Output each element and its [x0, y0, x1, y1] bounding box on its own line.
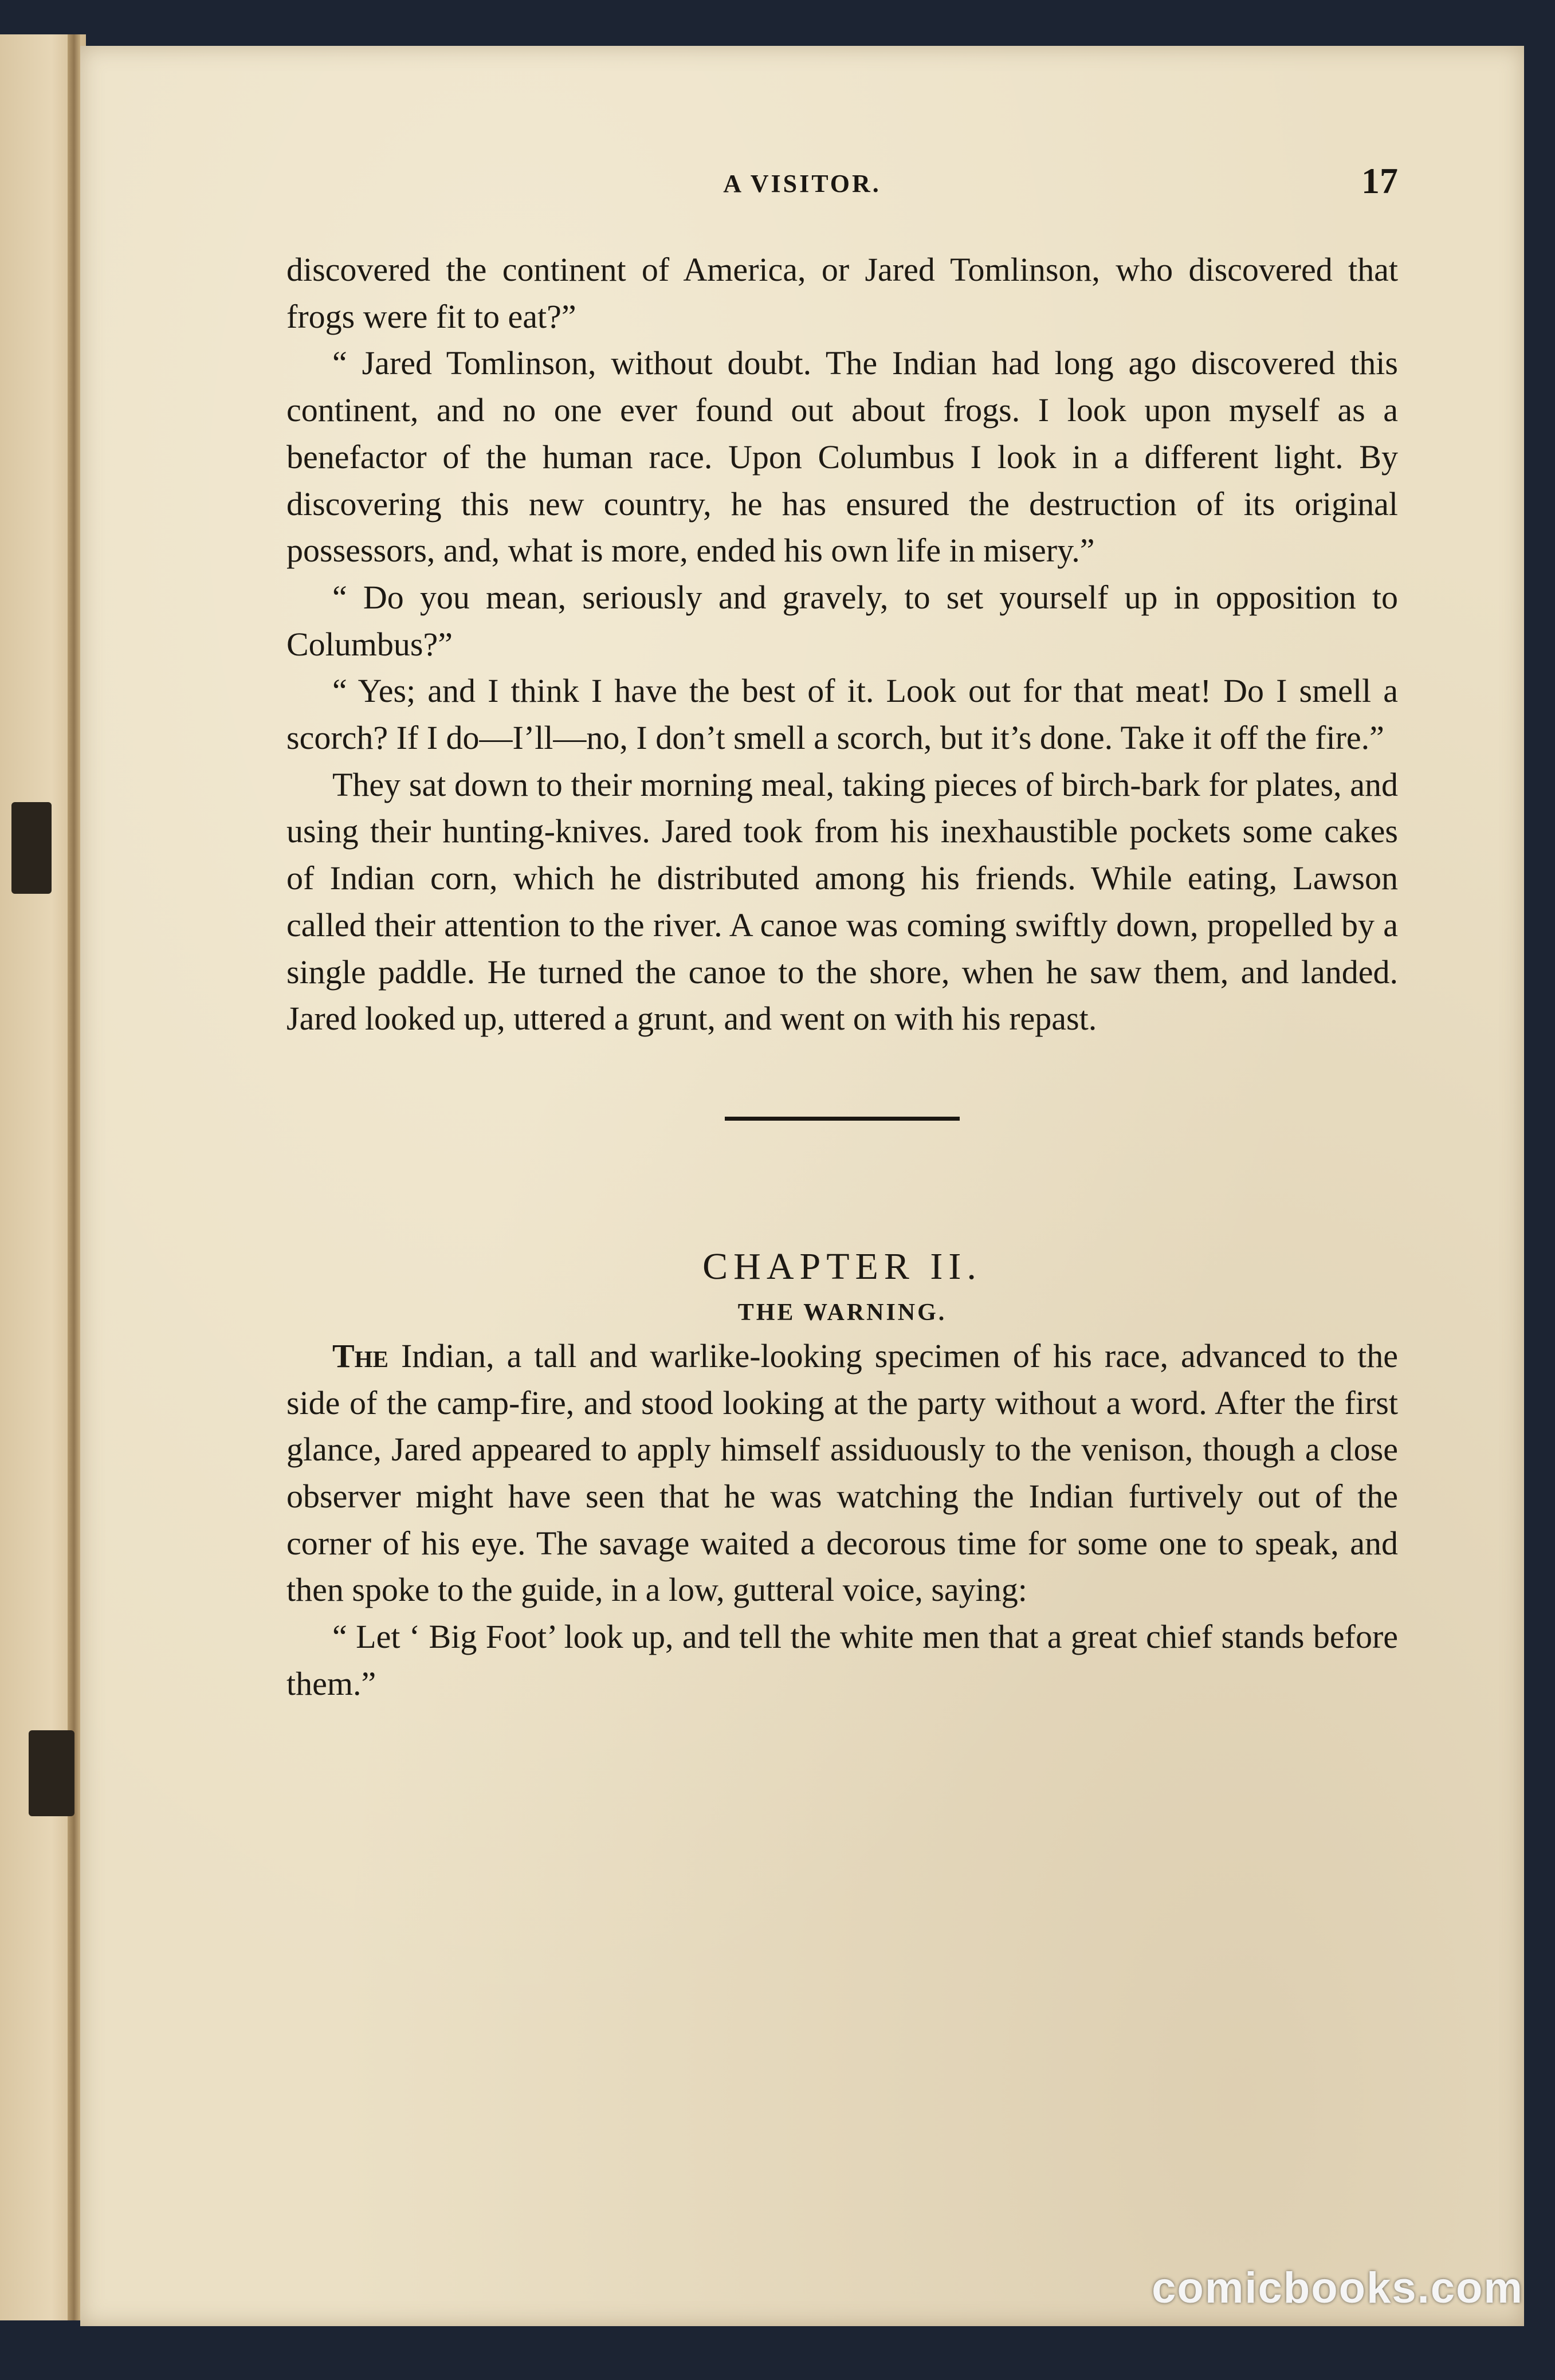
paragraph: “ Jared Tomlinson, without doubt. The Indian had long ago discovered this continent, and no one ever found out about frogs. I look upon myself as a benefactor of the human race. Upon Columbus I look in a different light. By discovering this new country, he has ensured the destruction of its original possessors, and, what is more, ended his own life in misery.”: [286, 344, 1398, 570]
binding-tab-mark: [11, 802, 52, 894]
chapter-title: CHAPTER II.: [702, 1245, 982, 1287]
section-divider: [725, 1117, 960, 1121]
opening-word: The: [332, 1337, 388, 1374]
paragraph: discovered the continent of America, or Jared Tomlinson, who discovered that frogs were fit to eat?”: [286, 251, 1398, 335]
page-number: 17: [1361, 160, 1398, 201]
binding-tab-mark: [29, 1730, 74, 1816]
paragraph: “ Let ‘ Big Foot’ look up, and tell the white men that a great chief stands before them.”: [286, 1618, 1398, 1702]
paragraph: “ Do you mean, seriously and gravely, to set yourself up in opposition to Columbus?”: [286, 578, 1398, 663]
opening-text: Indian, a tall and warlike-looking specimen of his race, advanced to the side of the camp-fire, and stood looking at the party without a word. After the first glance, Jared appeared to apply himself assiduously to the venison, though a close observer might have seen that he was watching the Indian furtively out of the corner of his eye. The savage waited a decorous time for some one to speak, and then spoke to the guide, in a low, gutteral voice, saying:: [286, 1337, 1398, 1609]
chapter-opening-paragraph: [286, 1333, 1398, 1613]
chapter-subtitle: THE WARNING.: [737, 1299, 947, 1326]
paragraph: They sat down to their morning meal, taking pieces of birch-bark for plates, and using their hunting-knives. Jared took from his inexhaustible pockets some cakes of Indian corn, which he distributed among his friends. While eating, Lawson called their attention to the river. A canoe was coming swiftly down, propelled by a single paddle. He turned the canoe to the shore, when he saw them, and landed. Jared looked up, uttered a grunt, and went on with his repast.: [286, 765, 1398, 1038]
paragraph: “ Yes; and I think I have the best of it. Look out for that meat! Do I smell a scorch? If I do—I’ll—no, I don’t smell a scorch, but it’s done. Take it off the fire.”: [286, 672, 1398, 757]
running-title: A VISITOR.: [723, 170, 881, 198]
page-header: [206, 158, 1398, 215]
book-gutter: [68, 34, 80, 2320]
body-text: [286, 246, 1398, 1707]
watermark-text: comicbooks.com: [1152, 2264, 1523, 2312]
